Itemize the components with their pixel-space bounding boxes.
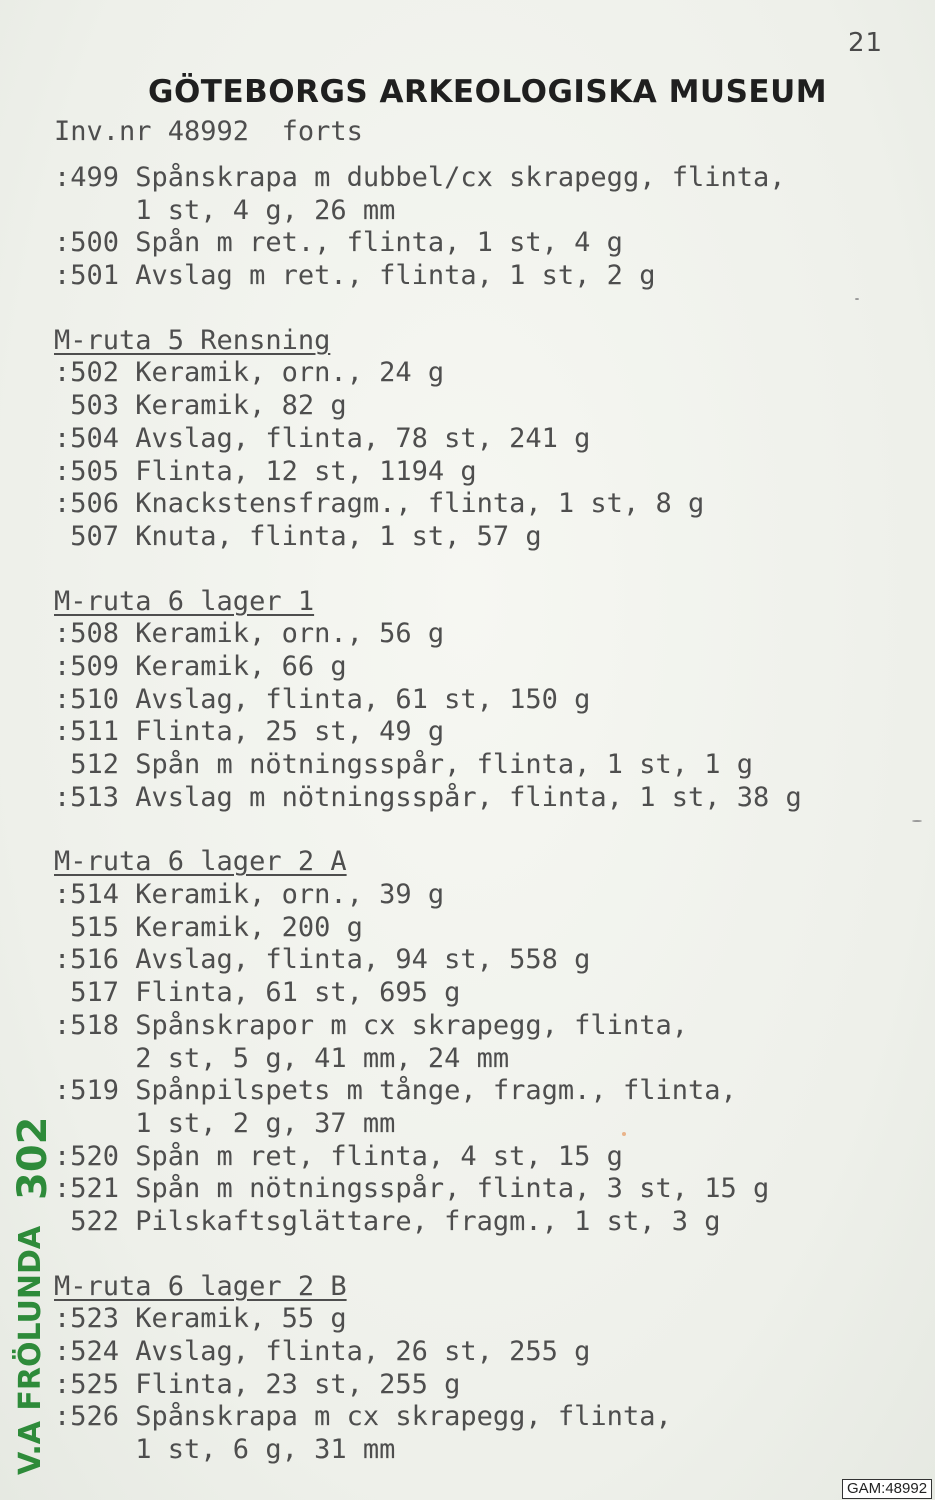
inventory-entry: :511 Flinta, 25 st, 49 g <box>54 716 445 748</box>
inventory-entry: :504 Avslag, flinta, 78 st, 241 g <box>54 422 591 454</box>
inventory-entry: :521 Spån m nötningsspår, flinta, 3 st, 15 g <box>54 1173 770 1205</box>
inventory-entry: :523 Keramik, 55 g <box>54 1303 347 1335</box>
inventory-entry: 1 st, 6 g, 31 mm <box>54 1434 396 1466</box>
inventory-entry: 1 st, 2 g, 37 mm <box>54 1107 396 1139</box>
inventory-entry: 503 Keramik, 82 g <box>54 390 347 422</box>
page-number: 21 <box>848 28 884 58</box>
section-gap <box>54 814 914 846</box>
inventory-entry: :505 Flinta, 12 st, 1194 g <box>54 455 477 487</box>
inventory-entry: :518 Spånskrapor m cx skrapegg, flinta, <box>54 1009 688 1041</box>
inventory-entry: :513 Avslag m nötningsspår, flinta, 1 st, 38 g <box>54 781 802 813</box>
inventory-entry: 1 st, 4 g, 26 mm <box>54 194 396 226</box>
inventory-entry: :508 Keramik, orn., 56 g <box>54 618 445 650</box>
inventory-entry: :514 Keramik, orn., 39 g <box>54 879 445 911</box>
inventory-entry: :526 Spånskrapa m cx skrapegg, flinta, <box>54 1401 672 1433</box>
section-heading <box>54 586 914 619</box>
section-heading <box>54 1271 914 1304</box>
stamp-number-text: 302 <box>10 1116 56 1200</box>
section-gap <box>54 554 914 586</box>
section-heading-text: M-ruta 5 Rensning <box>54 324 331 356</box>
inventory-entry: :509 Keramik, 66 g <box>54 650 347 682</box>
catalog-label: GAM:48992 <box>842 1479 932 1499</box>
inventory-entry: 517 Flinta, 61 st, 695 g <box>54 977 461 1009</box>
inventory-entry: :520 Spån m ret, flinta, 4 st, 15 g <box>54 1140 623 1172</box>
inventory-entry: :525 Flinta, 23 st, 255 g <box>54 1368 461 1400</box>
inventory-entry: 2 st, 5 g, 41 mm, 24 mm <box>54 1042 510 1074</box>
section-heading-text: M-ruta 6 lager 2 B <box>54 1270 347 1302</box>
section-heading <box>54 846 914 879</box>
inventory-entry: :524 Avslag, flinta, 26 st, 255 g <box>54 1336 591 1367</box>
inventory-entry: 522 Pilskaftsglättare, fragm., 1 st, 3 g <box>54 1205 721 1237</box>
inventory-entry: :500 Spån m ret., flinta, 1 st, 4 g <box>54 227 623 259</box>
inventory-entry: :516 Avslag, flinta, 94 st, 558 g <box>54 944 591 976</box>
inventory-entry: :519 Spånpilspets m tånge, fragm., flinta, <box>54 1075 737 1107</box>
site-stamp <box>6 1080 56 1480</box>
paper-speck <box>622 1132 626 1136</box>
inventory-entry: :502 Keramik, orn., 24 g <box>54 357 445 389</box>
section-heading-text: M-ruta 6 lager 2 A <box>54 846 347 878</box>
museum-title: GÖTEBORGS ARKEOLOGISKA MUSEUM <box>148 74 828 110</box>
inventory-entry: 512 Spån m nötningsspår, flinta, 1 st, 1 g <box>54 749 753 780</box>
inventory-entry: :510 Avslag, flinta, 61 st, 150 g <box>54 683 591 715</box>
section-gap <box>54 1239 914 1271</box>
inventory-entry: 515 Keramik, 200 g <box>54 911 363 943</box>
section-gap <box>54 293 914 325</box>
inventory-entry: :506 Knackstensfragm., flinta, 1 st, 8 g <box>54 488 705 520</box>
inventory-list <box>54 162 914 1467</box>
inventory-entry: :499 Spånskrapa m dubbel/cx skrapegg, flinta, <box>54 162 786 193</box>
paper-speck <box>912 820 922 822</box>
inventory-entry: :501 Avslag m ret., flinta, 1 st, 2 g <box>54 260 656 292</box>
section-heading <box>54 325 914 358</box>
paper-speck <box>855 298 859 300</box>
inventory-entry: 507 Knuta, flinta, 1 st, 57 g <box>54 520 542 552</box>
stamp-site-text: V.A FRÖLUNDA <box>13 1225 48 1475</box>
section-heading-text: M-ruta 6 lager 1 <box>54 585 315 617</box>
inventory-line: Inv.nr 48992 forts <box>54 116 363 147</box>
